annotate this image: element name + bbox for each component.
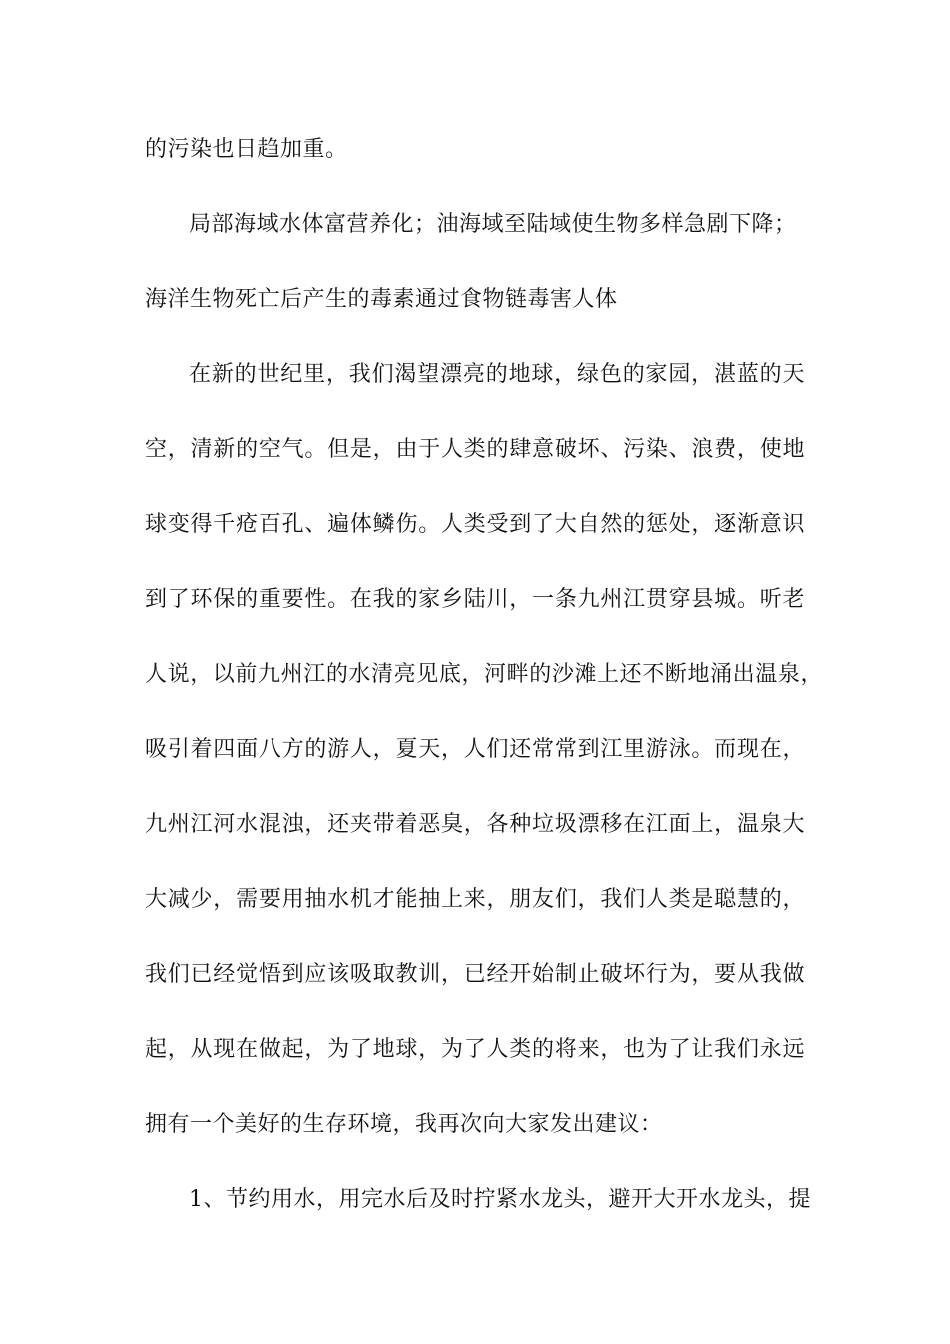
text-line: 1、节约用水，用完水后及时拧紧水龙头，避开大开水龙头，提	[189, 1187, 811, 1212]
text-line: 人说，以前九州江的水清亮见底，河畔的沙滩上还不断地涌出温泉，	[145, 662, 823, 687]
text-line: 球变得千疮百孔、遍体鳞伤。人类受到了大自然的惩处，逐渐意识	[145, 512, 805, 537]
text-line: 在新的世纪里，我们渴望漂亮的地球，绿色的家园，湛蓝的天	[189, 362, 805, 387]
text-line: 起，从现在做起，为了地球，为了人类的将来，也为了让我们永远	[145, 1037, 805, 1062]
text-line: 我们已经觉悟到应该吸取教训，已经开始制止破坏行为，要从我做	[145, 962, 805, 987]
text-line: 九州江河水混浊，还夹带着恶臭，各种垃圾漂移在江面上，温泉大	[145, 812, 805, 837]
text-line: 海洋生物死亡后产生的毒素通过食物链毒害人体	[145, 287, 618, 312]
text-line: 吸引着四面八方的游人，夏天，人们还常常到江里游泳。而现在，	[145, 737, 805, 762]
text-line: 的污染也日趋加重。	[145, 137, 348, 162]
text-line: 拥有一个美好的生存环境，我再次向大家发出建议：	[145, 1112, 663, 1137]
text-line: 空，清新的空气。但是，由于人类的肆意破坏、污染、浪费，使地	[145, 437, 805, 462]
text-line: 到了环保的重要性。在我的家乡陆川，一条九州江贯穿县城。听老	[145, 587, 805, 612]
text-line: 大减少，需要用抽水机才能抽上来，朋友们，我们人类是聪慧的，	[145, 887, 805, 912]
text-line: 局部海域水体富营养化；油海域至陆域使生物多样急剧下降；	[189, 212, 797, 237]
